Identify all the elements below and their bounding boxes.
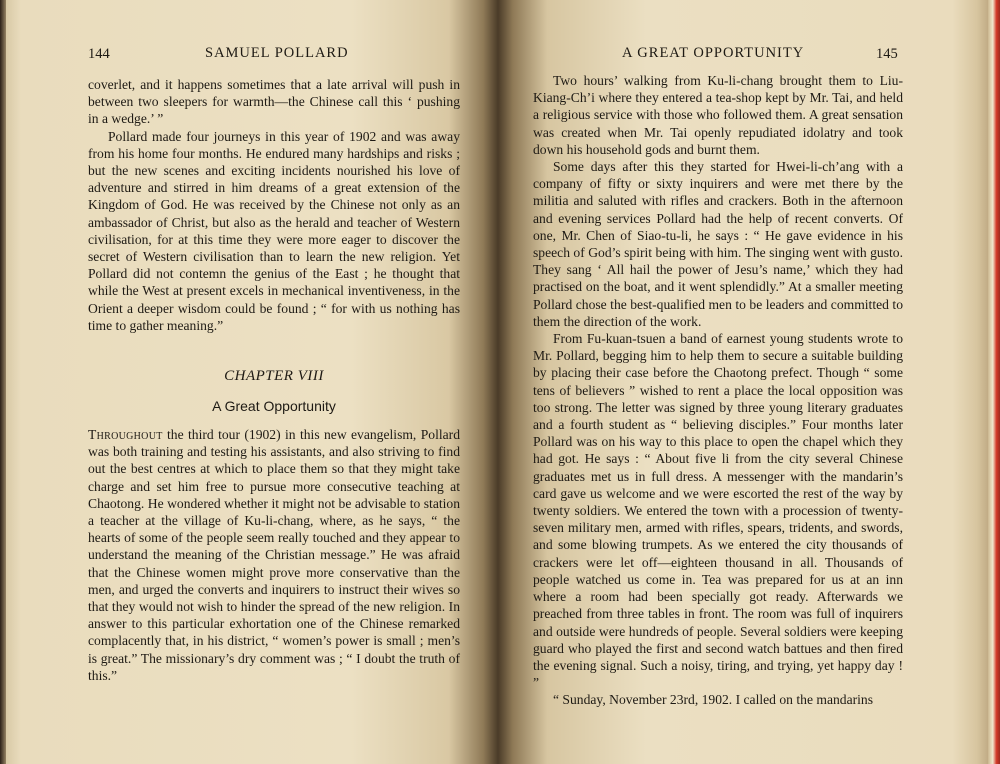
body-paragraph: Pollard made four journeys in this year of 1902 and was away from his home four months. He endured many hardships and risks ; but the new scenes and exciting incidents nourished his love of adventure and stirred in him dreams of a great extension of the Kingdom of God. He was received by the Chinese not only as an ambassador of Christ, but also as the herald and teacher of Western civilisation, for at this time they were more eager to discover the secret of Western civilisation than to learn the new religion. Yet Pollard did not contemn the genius of the East ; he thought that while the West at present excels in mechanical inventiveness, in the Orient a deeper wisdom could be found ; “ for with us nothing has time to gather meaning.” [88, 128, 460, 333]
chapter-paragraph-text: the third tour (1902) in this new evangelism, Pollard was both training and testing his assistants, and also striving to find out the best centres at which to place them so that they might take charge and set him free to pursue more consecutive teaching at Chaotong. He wondered whether it might not be advisable to station a teacher at the village of Ku-li-chang, where, as he says, “ the hearts of some of the people seem really touched and they appear to understand the meaning of the Christian message.” He was afraid that the Chinese women might prove more conservative than the men, and urged the converts and inquirers to instruct their wives so that they would not wish to hinder the spread of the new religion. In answer to this particular exhortation one of the Chinese remarked complacently that, in his district, “ women’s power is small ; men’s is great.” The missionary’s dry comment was ; “ I doubt the truth of this.” [88, 427, 460, 683]
left-page-body [88, 76, 460, 334]
chapter-body [88, 426, 460, 684]
left-page-number: 144 [88, 46, 110, 62]
right-page-number: 145 [876, 46, 898, 62]
continuation-paragraph: coverlet, and it happens sometimes that a late arrival will push in between two sleepers for warmth—the Chinese call this ‘ pushing in a wedge.’ ” [88, 77, 460, 127]
body-paragraph: Some days after this they started for Hwei-li-ch’ang with a company of fifty or sixty inquirers and were met there by the militia and saluted with rifles and crackers. Both in the afternoon and evening services Pollard had the help of recent converts. Of one, Mr. Chen of Siao-tu-li, he says : “ He gave evidence in his speech of God’s spirit being with him. The singing went with gusto. They sang ‘ All hail the power of Jesu’s name,’ which they had practised on the boat, and it went splendidly.” At a smaller meeting Pollard chose the best-qualified men to be leaders and committed to them the direction of the work. [533, 159, 903, 329]
chapter-opening-word: Throughout [88, 427, 163, 442]
body-paragraph: From Fu-kuan-tsuen a band of earnest young students wrote to Mr. Pollard, begging him to help them to secure a suitable building by placing their case before the Chaotong prefect. Though “ some tens of believers ” wished to rent a place the local opposition was too strong. The letter was signed by three young literary graduates and a fourth student as “ believing disciples.” Four months later Pollard was on his way to this place to open the chapel which they had got. He says : “ About five li from the city several Chinese graduates met us in full dress. A messenger with the mandarin’s card gave us welcome and we were escorted the rest of the way by twenty soldiers. We entered the town with a procession of twenty-seven military men, armed with rifles, spears, tridents, and swords, and some blowing trumpets. As we entered the city thousands of crackers were let off—eighteen thousand in all. Thousands of people watched us come in. Tea was prepared for us at an inn where a room had been specially got ready. Afterwards we preached from three tables in front. The room was full of inquirers and outside were hundreds of people. Several soldiers were keeping guard who played the first and second watch battues and then fired the evening signal. Such a noisy, tiring, and trying, yet happy day ! ” [533, 331, 903, 691]
body-paragraph: “ Sunday, November 23rd, 1902. I called on the mandarins [553, 692, 873, 708]
body-paragraph: Two hours’ walking from Ku-li-chang brought them to Liu-Kiang-Ch’i where they entered a tea-shop kept by Mr. Tai, and held a religious service with those who followed them. A great sensation was created when Mr. Tai openly repudiated idolatry and took down his household gods and burnt them. [533, 73, 903, 157]
chapter-opening-paragraph [88, 426, 460, 684]
left-running-head: SAMUEL POLLARD [205, 45, 349, 61]
chapter-title: A Great Opportunity [212, 398, 336, 414]
right-running-head: A GREAT OPPORTUNITY [622, 45, 805, 61]
chapter-number: CHAPTER VIII [224, 368, 324, 384]
book-edge-right [988, 0, 1000, 764]
right-page-body [533, 72, 903, 709]
